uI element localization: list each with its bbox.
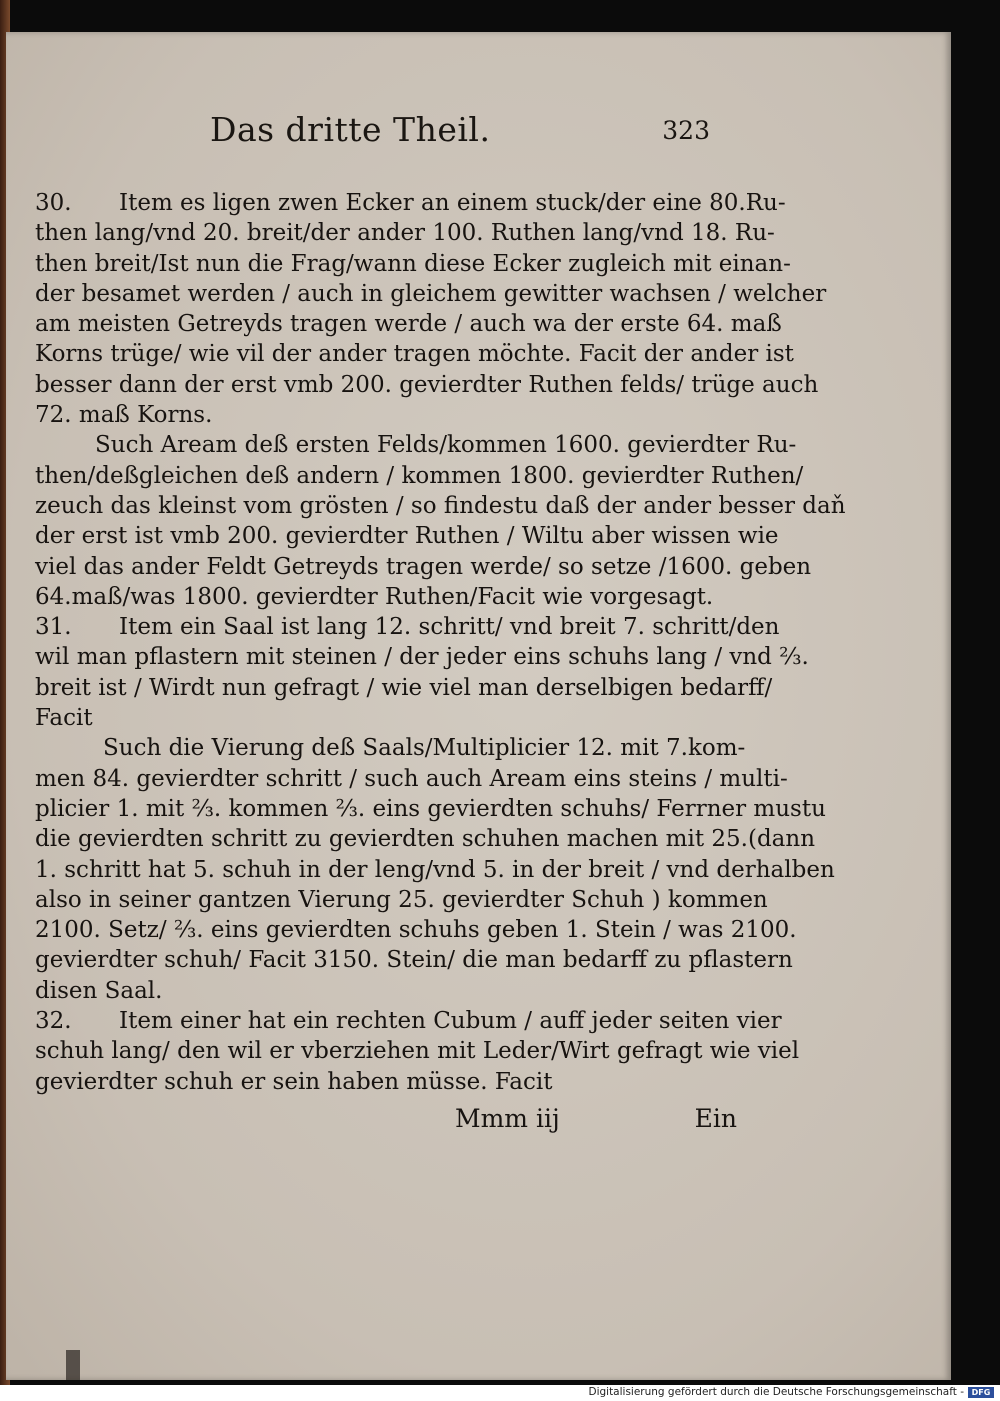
credit-text: Digitalisierung gefördert durch die Deutsche Forschungsgemeinschaft - xyxy=(588,1386,964,1398)
text-line xyxy=(35,309,782,339)
text-line xyxy=(35,370,819,400)
body-text xyxy=(35,188,846,1097)
line-text: wil man pflastern mit steinen / der jeder eins schuhs lang / vnd ⅔. xyxy=(35,644,809,671)
line-text: disen Saal. xyxy=(35,977,163,1004)
text-line xyxy=(35,824,816,854)
line-text: 72. maß Korns. xyxy=(35,402,213,429)
text-line xyxy=(35,642,809,672)
line-text: Item einer hat ein rechten Cubum / auff jeder seiten vier xyxy=(119,1008,782,1035)
text-line xyxy=(35,764,788,794)
text-line xyxy=(35,612,780,642)
line-text: der besamet werden / auch in gleichem gewitter wachsen / welcher xyxy=(35,280,827,307)
gutter-mark xyxy=(66,1350,80,1380)
dfg-logo: DFG xyxy=(968,1387,994,1398)
text-line xyxy=(35,915,797,945)
line-text: Such Aream deß ersten Felds/kommen 1600. gevierdter Ru- xyxy=(95,432,797,459)
text-line xyxy=(35,552,812,582)
text-line xyxy=(35,1006,782,1036)
line-text: gevierdter schuh er sein haben müsse. Facit xyxy=(35,1068,553,1095)
signature-mark: Mmm iij xyxy=(455,1104,560,1133)
text-line xyxy=(35,188,786,218)
line-text: then lang/vnd 20. breit/der ander 100. Ruthen lang/vnd 18. Ru- xyxy=(35,220,775,247)
line-text: zeuch das kleinst vom grösten / so findestu daß der ander besser daň xyxy=(35,492,846,519)
line-text: gevierdter schuh/ Facit 3150. Stein/ die man bedarff zu pflastern xyxy=(35,947,793,974)
text-line xyxy=(35,855,835,885)
line-text: then/deßgleichen deß andern / kommen 1800. gevierdter Ruthen/ xyxy=(35,462,804,489)
item-number: 31. xyxy=(35,614,72,641)
catchword: Ein xyxy=(694,1104,737,1133)
line-text: besser dann der erst vmb 200. gevierdter Ruthen felds/ trüge auch xyxy=(35,371,819,398)
credit-bar xyxy=(0,1385,1000,1401)
text-line xyxy=(35,279,827,309)
text-line xyxy=(35,521,779,551)
text-line xyxy=(35,339,794,369)
line-text: plicier 1. mit ⅔. kommen ⅔. eins gevierdten schuhs/ Ferrner mustu xyxy=(35,795,826,822)
line-text: der erst ist vmb 200. gevierdter Ruthen / Wiltu aber wissen wie xyxy=(35,523,779,550)
line-text: then breit/Ist nun die Frag/wann diese Ecker zugleich mit einan- xyxy=(35,250,791,277)
line-text: Such die Vierung deß Saals/Multiplicier 12. mit 7.kom- xyxy=(103,735,746,762)
line-text: Facit xyxy=(35,705,93,732)
line-text: 2100. Setz/ ⅔. eins gevierdten schuhs geben 1. Stein / was 2100. xyxy=(35,917,797,944)
text-line xyxy=(35,461,804,491)
line-text: also in seiner gantzen Vierung 25. gevierdter Schuh ) kommen xyxy=(35,886,768,913)
line-text: viel das ander Feldt Getreyds tragen werde/ so setze /1600. geben xyxy=(35,553,812,580)
text-line xyxy=(35,582,735,612)
page-header xyxy=(210,110,710,156)
text-line xyxy=(35,733,746,763)
line-text: breit ist / Wirdt nun gefragt / wie viel man derselbigen bedarff/ xyxy=(35,674,773,701)
text-line xyxy=(35,430,797,460)
text-line xyxy=(35,703,735,733)
text-line xyxy=(35,400,735,430)
text-line xyxy=(35,218,775,248)
line-text: Item ein Saal ist lang 12. schritt/ vnd breit 7. schritt/den xyxy=(119,614,780,641)
line-text: 64.maß/was 1800. gevierdter Ruthen/Facit wie vorgesagt. xyxy=(35,583,714,610)
text-line xyxy=(35,945,793,975)
line-text: Korns trüge/ wie vil der ander tragen möchte. Facit der ander ist xyxy=(35,341,794,368)
line-text: am meisten Getreyds tragen werde / auch wa der erste 64. maß xyxy=(35,311,782,338)
running-head: Das dritte Theil. xyxy=(210,110,491,149)
line-text: die gevierdten schritt zu gevierdten schuhen machen mit 25.(dann xyxy=(35,826,816,853)
item-number: 30. xyxy=(35,190,72,216)
line-text: Item es ligen zwen Ecker an einem stuck/der eine 80.Ru- xyxy=(119,190,786,216)
text-line xyxy=(35,885,768,915)
line-text: 1. schritt hat 5. schuh in der leng/vnd 5. in der breit / vnd derhalben xyxy=(35,856,835,883)
text-line xyxy=(35,249,791,279)
page-number: 323 xyxy=(662,116,710,145)
text-line xyxy=(35,491,846,521)
page-footer xyxy=(455,1104,737,1138)
line-text: schuh lang/ den wil er vberziehen mit Leder/Wirt gefragt wie viel xyxy=(35,1038,800,1065)
text-line xyxy=(35,976,735,1006)
text-line xyxy=(35,794,826,824)
item-number: 32. xyxy=(35,1008,72,1035)
text-line xyxy=(35,673,773,703)
text-line xyxy=(35,1067,735,1097)
line-text: men 84. gevierdter schritt / such auch Aream eins steins / multi- xyxy=(35,765,788,792)
text-line xyxy=(35,1036,800,1066)
